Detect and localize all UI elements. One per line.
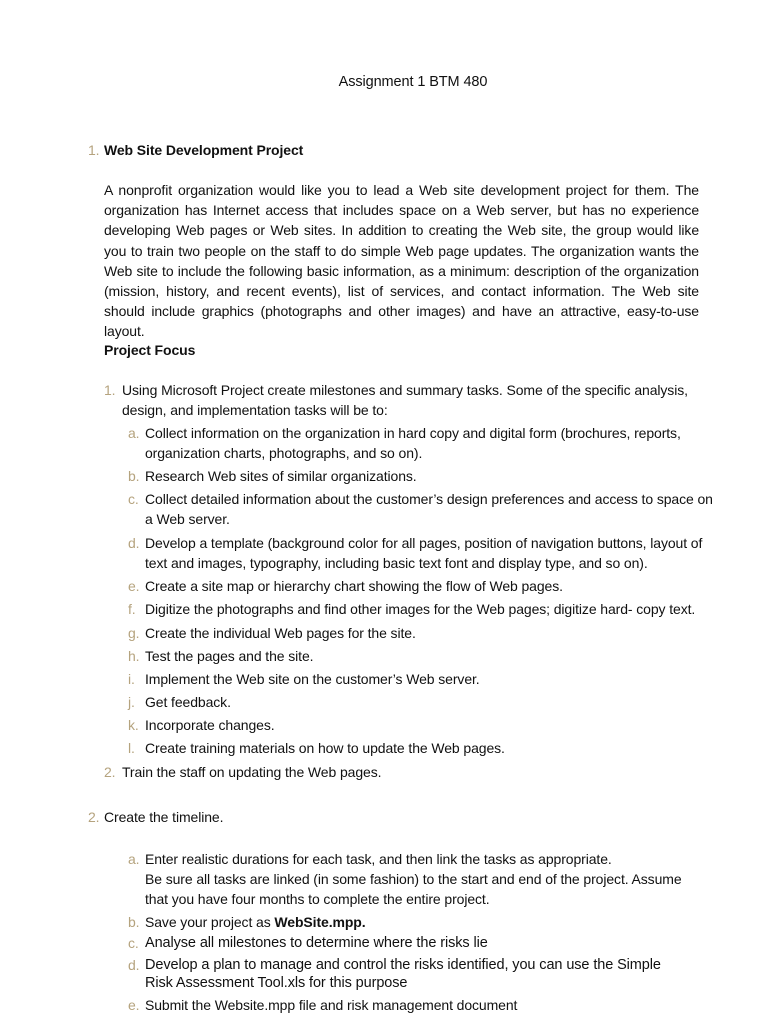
subitem-text: organization charts, photographs, and so on). — [145, 445, 423, 461]
subitem-letter: i. — [128, 671, 135, 687]
section-1-number: 1. — [88, 142, 100, 158]
project-focus-heading: Project Focus — [104, 342, 196, 358]
subitem-letter: a. — [128, 425, 140, 441]
item-2-text: Train the staff on updating the Web pages. — [122, 764, 382, 780]
subitem-text: Develop a template (background color for all pages, position of navigation buttons, layout of — [145, 535, 703, 551]
section-2-letter-e: e. — [128, 997, 140, 1013]
subitem-text: Collect information on the organization in hard copy and digital form (brochures, reports, — [145, 425, 681, 441]
section-2-letter-d: d. — [128, 957, 140, 973]
subitem-text: Get feedback. — [145, 694, 231, 710]
subitem-letter: l. — [128, 740, 135, 756]
subitem-letter: b. — [128, 468, 140, 484]
subitem-text: text and images, typography, including basic text font and display type, and so on). — [145, 555, 648, 571]
section-2-heading: Create the timeline. — [104, 809, 224, 825]
subitem-text: a Web server. — [145, 511, 230, 527]
filename: WebSite.mpp. — [274, 914, 366, 930]
subitem-letter: h. — [128, 648, 140, 664]
subitem-text: Implement the Web site on the customer’s Web server. — [145, 671, 480, 687]
subitem-text: Digitize the photographs and find other images for the Web pages; digitize hard- copy text. — [145, 601, 696, 617]
section-2-d-line-2: Risk Assessment Tool.xls for this purpose — [145, 975, 408, 991]
section-1-heading: Web Site Development Project — [104, 142, 304, 158]
document-title: Assignment 1 BTM 480 — [338, 74, 488, 90]
save-text: Save your project as — [145, 914, 275, 930]
section-2-letter-a: a. — [128, 851, 140, 867]
section-2-b-text — [145, 914, 366, 930]
section-2-a-line-3: that you have four months to complete the entire project. — [145, 891, 490, 907]
subitem-text: Create a site map or hierarchy chart showing the flow of Web pages. — [145, 578, 563, 594]
item-2-number: 2. — [104, 764, 116, 780]
item-1-line-1: Using Microsoft Project create milestones and summary tasks. Some of the specific analysis, — [122, 382, 688, 398]
section-2-a-line-2: Be sure all tasks are linked (in some fashion) to the start and end of the project. Assume — [145, 871, 682, 887]
section-2-letter-c: c. — [128, 935, 139, 951]
subitem-letter: k. — [128, 717, 139, 733]
section-2-e-text: Submit the Website.mpp file and risk management document — [145, 997, 518, 1013]
subitem-letter: d. — [128, 535, 140, 551]
section-2-a-line-1: Enter realistic durations for each task, and then link the tasks as appropriate. — [145, 851, 612, 867]
subitem-text: Create the individual Web pages for the site. — [145, 625, 416, 641]
subitem-letter: c. — [128, 491, 139, 507]
section-2-number: 2. — [88, 809, 100, 825]
subitem-letter: j. — [128, 694, 135, 710]
subitem-letter: f. — [128, 601, 136, 617]
section-2-c-text: Analyse all milestones to determine where the risks lie — [145, 935, 488, 951]
subitem-letter: e. — [128, 578, 140, 594]
subitem-text: Collect detailed information about the customer’s design preferences and access to space on — [145, 491, 713, 507]
item-1-line-2: design, and implementation tasks will be to: — [122, 402, 388, 418]
subitem-text: Test the pages and the site. — [145, 648, 314, 664]
section-1-paragraph: A nonprofit organization would like you to lead a Web site development project for them. The organization has Internet access that includes space on a Web server, but has no experience developing Web pages or Web sites. In addition to creating the Web site, the group would like you to train two people on the staff to do simple Web page updates. The organization wants the Web site to include the following basic information, as a minimum: description of the organization (mission, history, and recent events), list of services, and contact information. The Web site should include graphics (photographs and other images) and have an attractive, easy-to-use layout. — [104, 182, 699, 340]
subitem-letter: g. — [128, 625, 140, 641]
subitem-text: Research Web sites of similar organizations. — [145, 468, 417, 484]
section-2-letter-b: b. — [128, 914, 140, 930]
item-1-number: 1. — [104, 382, 116, 398]
section-2-d-line-1: Develop a plan to manage and control the risks identified, you can use the Simple — [145, 957, 661, 973]
subitem-text: Incorporate changes. — [145, 717, 275, 733]
subitem-text: Create training materials on how to update the Web pages. — [145, 740, 505, 756]
